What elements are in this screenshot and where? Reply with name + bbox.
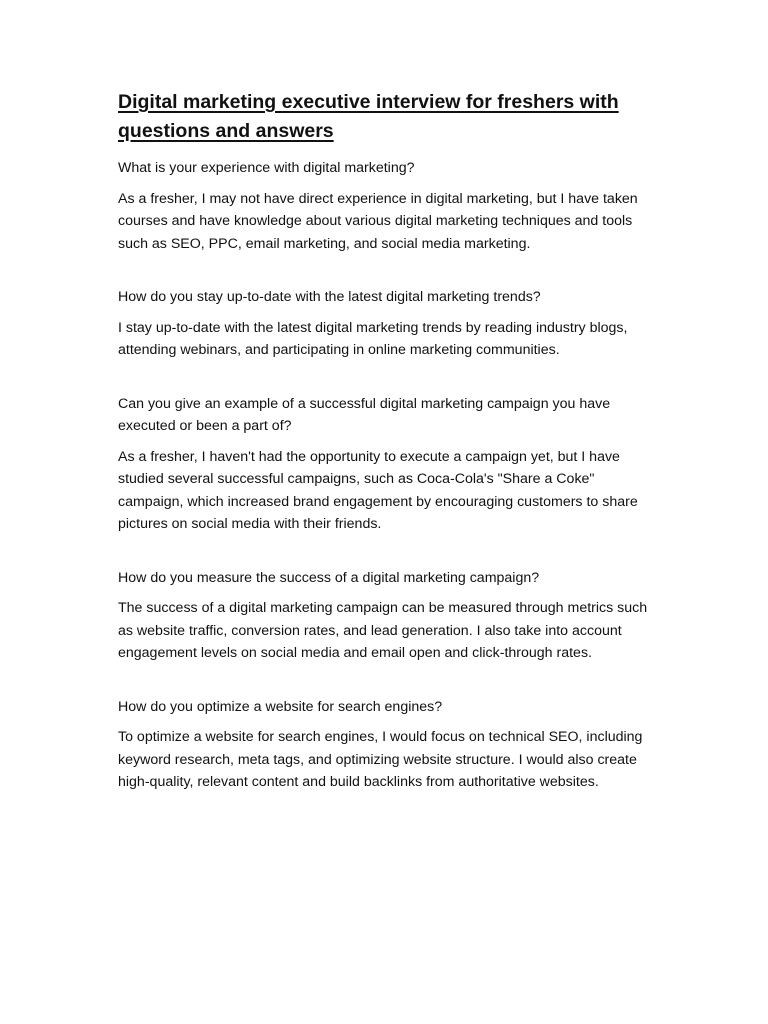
paragraph-spacer xyxy=(118,255,658,286)
document-title: Digital marketing executive interview for freshers with questions and answers xyxy=(118,91,619,142)
answer-text: To optimize a website for search engines, I would focus on technical SEO, including keyword research, meta tags, and optimizing website structure. I would also create high-quality, relevant content and build backlinks from authoritative websites. xyxy=(118,729,643,790)
qa-item xyxy=(118,696,658,794)
qa-item xyxy=(118,286,658,362)
question-text: How do you optimize a website for search engines? xyxy=(118,698,443,715)
paragraph-spacer xyxy=(118,362,658,393)
document-page xyxy=(118,88,658,794)
qa-item xyxy=(118,393,658,536)
answer-text: I stay up-to-date with the latest digital marketing trends by reading industry blogs, attending webinars, and participating in online marketing communities. xyxy=(118,319,628,358)
paragraph-spacer xyxy=(118,665,658,696)
question-text: How do you stay up-to-date with the latest digital marketing trends? xyxy=(118,289,541,305)
question-text: What is your experience with digital marketing? xyxy=(118,160,415,176)
answer-text: As a fresher, I may not have direct experience in digital marketing, but I have taken courses and have knowledge about various digital marketing techniques and tools such as SEO, PPC, email marketing, and social media marketing. xyxy=(118,190,638,252)
question-text: How do you measure the success of a digital marketing campaign? xyxy=(118,569,540,586)
question-text: Can you give an example of a successful digital marketing campaign you have executed or been a part of? xyxy=(118,395,611,434)
qa-item xyxy=(118,567,658,665)
paragraph-spacer xyxy=(118,536,658,567)
qa-item xyxy=(118,157,658,255)
answer-text: As a fresher, I haven't had the opportunity to execute a campaign yet, but I have studied several successful campaigns, such as Coca-Cola's "Share a Coke" campaign, which increased brand engagement by encouraging customers to share pictures on social media with their friends. xyxy=(118,448,638,532)
answer-text: The success of a digital marketing campaign can be measured through metrics such as website traffic, conversion rates, and lead generation. I also take into account engagement levels on social media and email open and click-through rates. xyxy=(118,600,648,661)
